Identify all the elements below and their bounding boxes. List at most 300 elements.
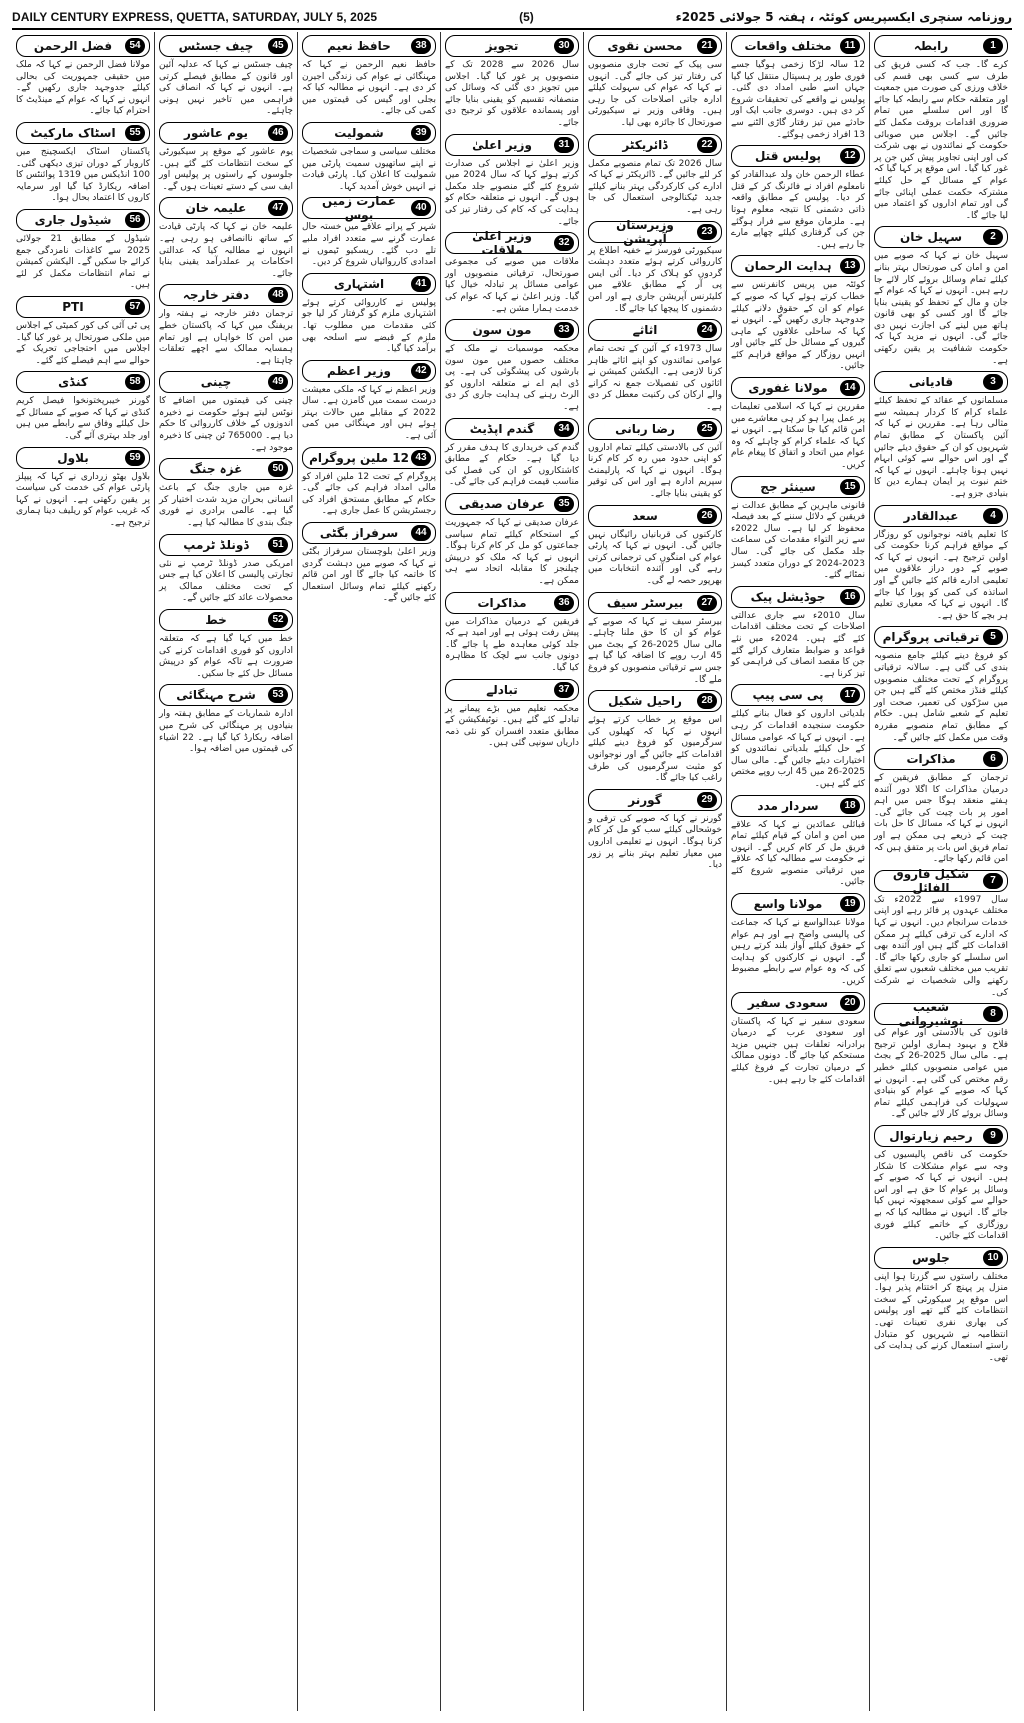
article-headline: شیڈول جاری [34, 212, 112, 227]
article-headline: خط [205, 613, 227, 627]
article [731, 586, 865, 681]
article [445, 229, 579, 315]
article [874, 626, 1008, 744]
article-header [588, 505, 722, 527]
article [731, 476, 865, 582]
article [302, 194, 436, 268]
article-headline: اشتہاری [333, 276, 385, 291]
article-header [445, 679, 579, 701]
article-body: ترجمان کے مطابق فریقین کے درمیان مذاکرات کا اگلا دور آئندہ ہفتے منعقد ہوگا جس میں اہم امور پر بات چیت کی جائے گی۔ انہوں نے کہا کہ مسائل کا حل بات چیت کے ذریعے ہی ممکن ہے اور تمام فریق اس بات پر متفق ہیں کہ امن قائم رکھا جائے۔ [874, 773, 1008, 865]
article-header [588, 217, 722, 246]
article-number-badge: 10 [983, 1250, 1003, 1266]
article-number-badge: 56 [125, 212, 145, 228]
article-headline: ترقیاتی پروگرام [882, 630, 980, 645]
article [16, 371, 150, 442]
article-body: بلاول بھٹو زرداری نے کہا کہ پیپلز پارٹی عوام کی خدمت کی سیاست پر یقین رکھتی ہے۔ انہوں نے کہا کہ غریب عوام کو ریلیف دینا ہماری ترجیح ہے۔ [16, 471, 150, 529]
article-headline: راحیل شکیل [608, 694, 682, 709]
article-body: عرفان صدیقی نے کہا کہ جمہوریت کے استحکام کیلئے تمام سیاسی جماعتوں کو مل کر کام کرنا ہوگا۔ انہوں نے کہا کہ ملک کو درپیش چیلنجز کا مقابلہ اتحاد سے ہی ممکن ہے۔ [445, 518, 579, 586]
article-headline: کنڈی [58, 375, 88, 390]
article-number-badge: 13 [840, 258, 860, 274]
article-number-badge: 53 [268, 687, 288, 703]
article-headline: عبدالقادر [903, 508, 959, 523]
article-headline: وزیرستان آپریشن [616, 217, 674, 246]
article [445, 679, 579, 750]
article-headline: مذاکرات [477, 595, 527, 610]
article-body: قبائلی عمائدین نے کہا کہ علاقے میں امن و امان کے قیام کیلئے تمام فریق مل کر کام کریں گے۔ انہوں نے حکومت سے مطالبہ کیا کہ علاقے میں ترقیاتی منصوبے شروع کئے جائیں۔ [731, 819, 865, 888]
article-number-badge: 5 [983, 629, 1003, 645]
article-number-badge: 17 [840, 687, 860, 703]
article-number-badge: 23 [697, 224, 717, 240]
article-header [874, 1000, 1008, 1029]
article-headline: وزیر اعلیٰ [472, 137, 532, 152]
article-body: ترجمان دفتر خارجہ نے ہفتہ وار بریفنگ میں کہا کہ پاکستان خطے میں امن کا خواہاں ہے اور تمام ہمسایہ ممالک سے اچھے تعلقات چاہتا ہے۔ [159, 309, 293, 366]
article-columns [12, 32, 1012, 1711]
article [874, 1125, 1008, 1243]
article-headline: وزیر اعظم [327, 363, 391, 378]
column-1 [869, 32, 1012, 1711]
article [159, 284, 293, 367]
article-headline: رضا ربانی [615, 421, 675, 436]
article-headline: غزہ جنگ [189, 462, 243, 477]
article-body: فریقین کے درمیان مذاکرات میں پیش رفت ہوئی ہے اور امید ہے کہ جلد کوئی معاہدہ طے پا جائے گا۔ دونوں جانب سے لچک کا مظاہرہ کیا گیا۔ [445, 616, 579, 673]
article [731, 684, 865, 790]
article-body: سال 2026 تک تمام منصوبے مکمل کر لئے جائیں گے۔ ڈائریکٹر نے کہا کہ ادارے کی کارکردگی بہتر بنانے کیلئے جدید ٹیکنالوجی استعمال کی جا رہی ہے۔ [588, 158, 723, 215]
article-body: آئین کی بالادستی کیلئے تمام اداروں کو اپنی حدود میں رہ کر کام کرنا ہوگا۔ انہوں نے کہا کہ پارلیمنٹ سپریم ادارہ ہے اور اس کی توقیر کو یقینی بنایا جائے۔ [588, 442, 722, 500]
article-header [731, 35, 865, 57]
article-header [159, 534, 293, 556]
article-header [588, 789, 722, 811]
article-header [731, 145, 865, 167]
article-header [731, 893, 865, 915]
article-body: 12 سالہ لڑکا زخمی ہوگیا جسے فوری طور پر ہسپتال منتقل کیا گیا جہاں اسے طبی امداد دی گئی۔ پولیس نے واقعے کی تحقیقات شروع کر دی ہیں۔ دوسری جانب ایک اور حادثے میں تیز رفتار گاڑی الٹنے سے 13 افراد زخمی ہوگئے۔ [731, 60, 865, 140]
article [588, 505, 722, 588]
article-headline: چیف جسٹس [178, 39, 254, 53]
article [445, 592, 579, 675]
article-body: گندم کی خریداری کا ہدف مقرر کر دیا گیا ہے۔ حکام کے مطابق کاشتکاروں کو ان کی فصل کی مناسب قیمت فراہم کی جائے گی۔ [445, 442, 579, 488]
article-header [588, 35, 722, 57]
article [445, 418, 579, 489]
article-headline: تبادلے [486, 682, 518, 697]
article [445, 319, 579, 414]
article-header [302, 35, 436, 57]
article [445, 35, 579, 130]
article-headline: PTI [62, 299, 84, 314]
article-number-badge: 22 [697, 137, 717, 153]
article-body: خط میں کہا گیا ہے کہ متعلقہ اداروں کو فوری اقدامات کرنے کی ضرورت ہے تاکہ عوام کو درپیش مسائل حل کئے جا سکیں۔ [159, 634, 293, 679]
article-body: ملاقات میں صوبے کی مجموعی صورتحال، ترقیاتی منصوبوں اور عوامی مسائل پر تبادلہ خیال کیا گیا۔ وزیر اعلیٰ نے کہا کہ عوام کی خدمت ہمارا مشن ہے۔ [445, 257, 579, 314]
article [588, 134, 722, 217]
article-body: سی پیک کے تحت جاری منصوبوں کی رفتار تیز کی جائے گی۔ انہوں نے کہا کہ عوام کی سہولت کیلئے ادارہ جاتی اصلاحات کی جا رہی ہیں۔ وفاقی وزیر نے سیکیورٹی صورتحال کا جائزہ بھی لیا۔ [588, 60, 722, 128]
article [302, 35, 436, 118]
article-number-badge: 12 [840, 148, 860, 164]
article-body: سہیل خان نے کہا کہ صوبے میں امن و امان کی صورتحال بہتر بنانے کیلئے تمام وسائل بروئے کار لائے جا رہے ہیں۔ انہوں نے کہا کہ عوام کے جان و مال کے تحفظ کو یقینی بنایا جائے گا اور کسی کو بھی قانون ہاتھ میں لینے کی اجازت نہیں دی جائے گی۔ انہوں نے مزید کہا کہ حکومت شفافیت پر یقین رکھتی ہے۔ [874, 251, 1008, 366]
article-headline: ڈائریکٹر [622, 137, 668, 152]
article-headline: پولیس قتل [754, 149, 822, 164]
article-header [874, 505, 1008, 527]
article-headline: حافظ نعیم [327, 39, 391, 53]
article [302, 273, 436, 356]
article-number-badge: 24 [697, 322, 717, 338]
article [302, 122, 436, 193]
article [159, 122, 293, 193]
article-header [16, 296, 150, 318]
article-body: پولیس نے کارروائی کرتے ہوئے اشتہاری ملزم کو گرفتار کر لیا جو کئی مقدمات میں مطلوب تھا۔ ملزم کے قبضے سے اسلحہ بھی برآمد کیا گیا۔ [302, 297, 436, 355]
article-header [16, 122, 150, 144]
article-number-badge: 20 [840, 995, 860, 1011]
article-header [302, 122, 436, 144]
article-body: مقررین نے کہا کہ اسلامی تعلیمات پر عمل پیرا ہو کر ہی معاشرے میں امن قائم کیا جا سکتا ہے۔ انہوں نے کہا کہ علماء کرام کو چاہئے کہ وہ عوام میں اتحاد و اتفاق کا پیغام عام کریں۔ [731, 402, 865, 471]
article-headline: مذاکرات [906, 752, 956, 767]
article-body: سال 1973ء کے آئین کے تحت تمام عوامی نمائندوں کو اپنے اثاثے ظاہر کرنا لازمی ہے۔ الیکشن کمیشن نے اثاثوں کی تفصیلات جمع نہ کرانے والے ارکان کی رکنیت معطل کر دی ہے۔ [588, 344, 722, 413]
article-body: چیف جسٹس نے کہا کہ عدلیہ آئین اور قانون کے مطابق فیصلے کرتی ہے۔ انہوں نے کہا کہ انصاف کی فراہمی میں تاخیر نہیں ہونی چاہئے۔ [159, 60, 293, 117]
article-number-badge: 49 [268, 374, 288, 390]
article-body: مسلمانوں کے عقائد کے تحفظ کیلئے علماء کرام کا کردار ہمیشہ سے مثالی رہا ہے۔ مقررین نے کہا کہ آئین پاکستان کے مطابق تمام شہریوں کو ان کے حقوق دیئے جائیں گے اور اس حوالے سے کوئی ابہام نہیں ہونا چاہئے۔ انہوں نے کہا کہ ختم نبوت پر ایمان ہمارے دین کا بنیادی جزو ہے۔ [874, 396, 1008, 499]
article-number-badge: 47 [268, 200, 288, 216]
article [588, 217, 722, 316]
article-body: محکمہ تعلیم میں بڑے پیمانے پر تبادلے کئے گئے ہیں۔ نوٹیفکیشن کے مطابق متعدد افسران کو نئی ذمہ داریاں سونپی گئی ہیں۔ [445, 703, 579, 749]
article [159, 458, 293, 529]
article-number-badge: 54 [125, 38, 145, 54]
article-number-badge: 1 [983, 38, 1003, 54]
article-number-badge: 19 [840, 896, 860, 912]
article-body: حکومت کی ناقص پالیسیوں کی وجہ سے عوام مشکلات کا شکار ہیں۔ انہوں نے کہا کہ صوبے کے وسائل پر عوام کا حق ہے اور اس حوالے سے کوئی سمجھوتہ نہیں کیا جائے گا۔ انہوں نے مطالبہ کیا کہ بے روزگاری کے خاتمے کیلئے فوری اقدامات کئے جائیں۔ [874, 1149, 1008, 1242]
masthead-urdu-date: روزنامہ سنچری ایکسپریس کوئٹہ ، ہفتہ 5 جولائی 2025ء [675, 10, 1012, 24]
article-header [874, 1125, 1008, 1147]
article-number-badge: 43 [411, 450, 431, 466]
page-number: (5) [519, 10, 534, 24]
article-body: سعودی سفیر نے کہا کہ پاکستان اور سعودی عرب کے درمیان برادرانہ تعلقات ہیں جنہیں مزید مستحکم کیا جائے گا۔ دونوں ممالک کے درمیان تجارت کے فروغ کیلئے اقدامات کئے جا رہے ہیں۔ [731, 1016, 865, 1085]
article-headline: گندم اپڈیٹ [469, 421, 535, 436]
article-header [731, 795, 865, 817]
article-number-badge: 6 [983, 751, 1003, 767]
article-body: گورنر نے کہا کہ صوبے کی ترقی و خوشحالی کیلئے سب کو مل کر کام کرنا ہوگا۔ انہوں نے تعلیمی اداروں میں معیار تعلیم بہتر بنانے پر زور دیا۔ [588, 813, 722, 871]
article-headline: علیمہ خان [185, 201, 247, 216]
article-body: کوئٹہ میں پریس کانفرنس سے خطاب کرتے ہوئے کہا کہ صوبے کے عوام کو ان کے حقوق دلانے کیلئے جدوجہد جاری رکھیں گے۔ انہوں نے کہا کہ ساحلی علاقوں کے ماہی گیروں کے مسائل حل کئے جائیں اور انہیں روزگار کے مواقع فراہم کئے جائیں۔ [731, 280, 865, 372]
article-body: کو فروغ دینے کیلئے جامع منصوبہ بندی کی گئی ہے۔ سالانہ ترقیاتی پروگرام کے تحت مختلف منصوبوں کیلئے فنڈز مختص کئے گئے ہیں جن میں سڑکوں کی تعمیر، صحت اور تعلیم کے شعبے شامل ہیں۔ حکام کے مطابق تمام منصوبے مقررہ وقت میں مکمل کئے جائیں گے۔ [874, 651, 1008, 743]
article [874, 371, 1008, 500]
article-headline: عرفان صدیقی [458, 497, 546, 512]
article-number-badge: 37 [554, 682, 574, 698]
article-header [445, 319, 579, 341]
article-number-badge: 39 [411, 125, 431, 141]
article-header [588, 592, 722, 614]
article-body: چینی کی قیمتوں میں اضافے کا نوٹس لیتے ہوئے حکومت نے ذخیرہ اندوزوں کے خلاف کارروائی کا حکم دیا ہے۔ 765000 ٹن چینی کا ذخیرہ موجود ہے۔ [158, 396, 293, 453]
article [588, 35, 722, 130]
article-headline: سرفراز بگٹی [319, 526, 399, 541]
masthead-english-date: DAILY CENTURY EXPRESS, QUETTA, SATURDAY, JULY 5, 2025 [12, 10, 378, 24]
article-header [874, 626, 1008, 648]
article [874, 35, 1008, 222]
article-headline: مون سون [472, 323, 532, 338]
article-header [159, 197, 293, 219]
article [874, 505, 1008, 623]
article-headline: مختلف واقعات [744, 39, 832, 53]
article [302, 360, 436, 443]
article-body: عطاء الرحمن خان ولد عبدالقادر کو نامعلوم افراد نے فائرنگ کر کے قتل کر دیا۔ پولیس کے مطابق واقعہ ذاتی دشمنی کا نتیجہ معلوم ہوتا ہے۔ ملزمان موقع سے فرار ہوگئے جن کی گرفتاری کیلئے چھاپے مارے جا رہے ہیں۔ [731, 170, 865, 250]
article-headline: بیرسٹر سیف [606, 595, 684, 610]
article-body: مولانا فضل الرحمن نے کہا کہ ملک میں حقیقی جمہوریت کی بحالی کیلئے جدوجہد جاری رکھیں گے۔ انہوں نے کہا کہ عوام کے مینڈیٹ کا احترام کیا جائے۔ [16, 60, 150, 117]
article-headline: شکیل فاروق الفائل [892, 866, 970, 895]
article-body: علیمہ خان نے کہا کہ پارٹی قیادت کے ساتھ ناانصافی ہو رہی ہے۔ انہوں نے مطالبہ کیا کہ عدالتی احکامات پر عملدرآمد یقینی بنایا جائے۔ [159, 222, 293, 279]
article-number-badge: 34 [554, 421, 574, 437]
article-header [731, 586, 865, 608]
article-headline: گورنر [628, 792, 662, 807]
article [588, 319, 722, 414]
article [16, 296, 150, 367]
article [874, 1247, 1008, 1365]
article [445, 134, 579, 229]
article-body: سال 1997ء سے 2022ء تک مختلف عہدوں پر فائز رہے اور اپنی خدمات سرانجام دیں۔ انہوں نے کہا کہ ادارے کی ترقی کیلئے ہر ممکن اقدامات کئے گئے ہیں اور آئندہ بھی اس سلسلے کو جاری رکھا جائے گا۔ تقریب میں مختلف شعبوں سے تعلق رکھنے والی شخصیات نے شرکت کی۔ [874, 894, 1008, 998]
article-headline: رابطہ [913, 39, 949, 53]
article [159, 371, 293, 454]
column-5 [297, 32, 440, 1711]
article-number-badge: 38 [411, 38, 431, 54]
article-body: بلدیاتی اداروں کو فعال بنانے کیلئے حکومت سنجیدہ اقدامات کر رہی ہے۔ انہوں نے کہا کہ عوامی مسائل کے حل کیلئے بلدیاتی نمائندوں کو اختیارات دیئے جائیں گے۔ مالی سال 2025-26 میں 45 ارب روپے مختص کئے گئے ہیں۔ [731, 709, 865, 789]
article [302, 447, 436, 518]
article-header [731, 476, 865, 498]
article-headline: عمارت زمیں بوس [322, 194, 396, 223]
article-headline: شعیب نوشیروانی [898, 1000, 964, 1029]
article-header [16, 371, 150, 393]
article-header [445, 493, 579, 515]
article-number-badge: 26 [697, 508, 717, 524]
article [16, 35, 150, 118]
article-header [16, 447, 150, 469]
article-number-badge: 35 [554, 496, 574, 512]
article-headline: ڈونلڈ ٹرمپ [183, 537, 249, 552]
article-number-badge: 27 [697, 595, 717, 611]
article [16, 447, 150, 530]
article [731, 893, 865, 988]
article-number-badge: 15 [840, 479, 860, 495]
article-body: شیڈول کے مطابق 21 جولائی 2025 سے کاغذات نامزدگی جمع کرائے جا سکیں گے۔ الیکشن کمیشن نے تمام انتظامات مکمل کر لئے ہیں۔ [16, 233, 150, 291]
column-2 [726, 32, 869, 1711]
article-number-badge: 7 [983, 873, 1003, 889]
article-body: قانون کی بالادستی اور عوام کی فلاح و بہبود ہماری اولین ترجیح ہے۔ مالی سال 2025-26 کے بجٹ میں عوامی منصوبوں کیلئے خطیر رقم مختص کی گئی ہے۔ انہوں نے کہا کہ صوبے کے عوام کو بنیادی سہولیات کی فراہمی کیلئے تمام وسائل بروئے کار لائے جائیں گے۔ [874, 1028, 1008, 1120]
article-headline: مولانا غفوری [748, 381, 828, 396]
article [16, 209, 150, 292]
article-number-badge: 25 [697, 421, 717, 437]
article-headline: سردار مدد [757, 798, 819, 813]
article-header [159, 684, 293, 706]
article-headline: وزیر اعلیٰ ملاقات [472, 229, 532, 258]
article-body: مختلف سیاسی و سماجی شخصیات نے اپنے ساتھیوں سمیت پارٹی میں شمولیت کا اعلان کیا۔ پارٹی قیادت نے انہیں خوش آمدید کہا۔ [302, 146, 436, 192]
article-header [159, 284, 293, 306]
masthead [12, 6, 1012, 30]
article [159, 534, 293, 605]
article-body: سیکیورٹی فورسز نے خفیہ اطلاع پر کارروائی کرتے ہوئے متعدد دہشت گردوں کو ہلاک کر دیا۔ آئی ایس پی آر کے مطابق علاقے میں کلیئرنس آپریشن جاری ہے اور امن دشمنوں کا پیچھا کیا جائے گا۔ [588, 245, 722, 314]
article [588, 690, 722, 785]
article-headline: اثاثے [632, 323, 658, 338]
article-number-badge: 9 [983, 1128, 1003, 1144]
article [731, 145, 865, 251]
article-number-badge: 45 [268, 38, 288, 54]
article [588, 592, 722, 687]
article-number-badge: 46 [268, 125, 288, 141]
article-body: کارکنوں کی قربانیاں رائیگاں نہیں جائیں گی۔ انہوں نے کہا کہ پارٹی عوام کی امنگوں کی ترجمانی کرتی رہے گی اور آئندہ انتخابات میں بھرپور حصہ لے گی۔ [588, 529, 722, 586]
article-headline: سعودی سفیر [747, 995, 829, 1010]
article-body: حافظ نعیم الرحمن نے کہا کہ مہنگائی نے عوام کی زندگی اجیرن کر دی ہے۔ انہوں نے مطالبہ کیا کہ بجلی اور گیس کی قیمتوں میں کمی کی جائے۔ [302, 60, 436, 117]
article-body: کرے گا۔ جب کہ کسی فریق کی طرف سے کسی بھی قسم کی خلاف ورزی کی صورت میں جمعیت اور متعلقہ حکام سے رابطہ کیا جائے گا اور اس سلسلے میں تمام ضروری اقدامات بروقت مکمل کئے جائیں گے۔ اجلاس میں صوبائی حکومت کے نمائندوں نے بھی شرکت کی اور اپنی تجاویز پیش کیں جن پر غور کیا گیا۔ اس موقع پر کہا گیا کہ عوام کے مسائل کے حل کیلئے مشترکہ حکمت عملی اپنائی جائے گی اور تمام اداروں کو اعتماد میں لیا جائے گا۔ [874, 60, 1008, 221]
article [159, 609, 293, 680]
article-headline: شمولیت [334, 125, 384, 140]
article-number-badge: 33 [554, 322, 574, 338]
column-6 [154, 32, 297, 1711]
article-headline: جلوس [912, 1250, 950, 1265]
article-body: سال 2026 سے 2028 تک کے منصوبوں پر غور کیا گیا۔ اجلاس میں تجویز دی گئی کہ وسائل کی منصفانہ تقسیم کو یقینی بنایا جائے اور پسماندہ علاقوں کو ترجیح دی جائے۔ [445, 60, 579, 128]
article [874, 1000, 1008, 1121]
article-number-badge: 21 [697, 38, 717, 54]
article-header [302, 522, 436, 544]
article-headline: سہیل خان [899, 230, 962, 245]
article-headline: ہدایت الرحمان [744, 259, 832, 274]
article-number-badge: 14 [840, 380, 860, 396]
article-body: ادارہ شماریات کے مطابق ہفتہ وار بنیادوں پر مہنگائی کی شرح میں اضافہ ریکارڈ کیا گیا ہے۔ 22 اشیاء کی قیمتوں میں اضافہ ہوا۔ [159, 709, 293, 755]
article-header [874, 371, 1008, 393]
article-number-badge: 11 [840, 38, 860, 54]
article-headline: 12 ملین پروگرام [309, 450, 409, 465]
article-headline: جوڈیشل پیک [750, 589, 826, 604]
article-number-badge: 2 [983, 229, 1003, 245]
article-number-badge: 3 [983, 374, 1003, 390]
article-body: امریکی صدر ڈونلڈ ٹرمپ نے نئی تجارتی پالیسی کا اعلان کیا ہے جس کے تحت مختلف ممالک پر محصولات عائد کئے جائیں گے۔ [159, 558, 293, 604]
article [874, 866, 1008, 999]
article [731, 795, 865, 890]
column-4 [440, 32, 583, 1711]
article-body: پروگرام کے تحت 12 ملین افراد کو مالی امداد فراہم کی جائے گی۔ حکام کے مطابق مستحق افراد کی رجسٹریشن کا عمل جاری ہے۔ [302, 471, 436, 517]
article-header [302, 194, 436, 223]
article [874, 226, 1008, 367]
article [874, 748, 1008, 866]
article-number-badge: 50 [268, 461, 288, 477]
article-number-badge: 52 [268, 612, 288, 628]
article-headline: فضل الرحمن [33, 39, 113, 53]
article-header [731, 255, 865, 277]
article [588, 789, 722, 872]
article-number-badge: 42 [411, 363, 431, 379]
article-body: محکمہ موسمیات نے ملک کے مختلف حصوں میں مون سون بارشوں کی پیشگوئی کی ہے۔ پی ڈی ایم اے نے متعلقہ اداروں کو الرٹ رہنے کی ہدایت جاری کر دی ہے۔ [445, 344, 579, 413]
article-headline: اسٹاک مارکیٹ [30, 125, 116, 140]
article-header [588, 134, 722, 156]
article-headline: یوم عاشور [184, 125, 248, 140]
article-header [874, 35, 1008, 57]
article-header [302, 273, 436, 295]
article-headline: محسن نقوی [607, 39, 683, 53]
article-body: کا تعلیم یافتہ نوجوانوں کو روزگار کے مواقع فراہم کرنا حکومت کی اولین ترجیح ہے۔ انہوں نے کہا کہ صوبے کے دور دراز علاقوں میں تعلیمی ادارے قائم کئے جائیں گے اور اساتذہ کی کمی کو پورا کیا جائے گا۔ انہوں نے کہا کہ معیاری تعلیم ہر بچے کا حق ہے۔ [874, 529, 1008, 621]
article-headline: بلاول [57, 450, 89, 465]
article-number-badge: 48 [268, 287, 288, 303]
article-header [874, 226, 1008, 248]
article-number-badge: 30 [554, 38, 574, 54]
article-number-badge: 58 [125, 374, 145, 390]
article-body: اس موقع پر خطاب کرتے ہوئے انہوں نے کہا کہ کھیلوں کی سرگرمیوں کو فروغ دینے کیلئے اقدامات کئے جائیں گے اور نوجوانوں کو مثبت سرگرمیوں کی طرف راغب کیا جائے گا۔ [588, 715, 722, 784]
article-headline: دفتر خارجہ [182, 288, 250, 303]
article-number-badge: 16 [840, 589, 860, 605]
article-header [874, 866, 1008, 895]
article-header [302, 360, 436, 382]
article [731, 992, 865, 1087]
article-headline: تجویز [485, 39, 519, 53]
article-body: یوم عاشور کے موقع پر سیکیورٹی کے سخت انتظامات کئے گئے ہیں۔ جلوسوں کے راستوں پر پولیس اور ایف سی کے دستے تعینات ہوں گے۔ [159, 146, 293, 192]
article-number-badge: 28 [697, 693, 717, 709]
article-header [731, 992, 865, 1014]
article-headline: شرح مہنگائی [176, 688, 256, 703]
article-number-badge: 36 [554, 595, 574, 611]
article-body: وزیر اعظم نے کہا کہ ملکی معیشت درست سمت میں گامزن ہے۔ سال 2022 کے مقابلے میں حالات بہتر ہوئے ہیں اور مہنگائی میں کمی آئی ہے۔ [302, 384, 436, 442]
article-number-badge: 29 [697, 792, 717, 808]
article [445, 493, 579, 588]
article-number-badge: 55 [125, 125, 145, 141]
article-headline: مولانا واسع [753, 897, 823, 912]
article-header [16, 209, 150, 231]
article-headline: رحیم زیارتوال [889, 1128, 973, 1143]
article-body: بیرسٹر سیف نے کہا کہ صوبے کے عوام کو ان کا حق ملنا چاہئے۔ مالی سال 2025-26 کے بجٹ میں 45 ارب روپے کا اضافہ کیا گیا ہے جس سے ترقیاتی منصوبوں کو فروغ ملے گا۔ [588, 616, 722, 685]
article [159, 197, 293, 280]
article-header [445, 35, 579, 57]
article-body: وزیر اعلیٰ بلوچستان سرفراز بگٹی نے کہا کہ صوبے میں دہشت گردی کا خاتمہ کیا جائے گا اور امن قائم رکھنے کیلئے تمام وسائل استعمال کئے جائیں گے۔ [302, 547, 436, 604]
article-header [731, 684, 865, 706]
article-number-badge: 32 [554, 235, 574, 251]
article-header [159, 371, 293, 393]
article-header [16, 35, 150, 57]
article [302, 522, 436, 605]
article-header [159, 609, 293, 631]
article-header [445, 418, 579, 440]
article-header [731, 377, 865, 399]
article-header [159, 458, 293, 480]
article-headline: سینئر جج [760, 479, 816, 494]
article-header [445, 592, 579, 614]
article-number-badge: 59 [125, 450, 145, 466]
article-body: پی ٹی آئی کی کور کمیٹی کے اجلاس میں ملکی صورتحال پر غور کیا گیا۔ اجلاس میں احتجاجی تحریک کے حوالے سے اہم فیصلے کئے گئے۔ [15, 320, 150, 366]
article [731, 377, 865, 472]
article-number-badge: 44 [411, 525, 431, 541]
article-header [588, 690, 722, 712]
article-header [445, 229, 579, 258]
column-7 [12, 32, 154, 1711]
article-headline: سعد [632, 508, 658, 523]
article-header [445, 134, 579, 156]
article-body: وزیر اعلیٰ نے اجلاس کی صدارت کرتے ہوئے کہا کہ سال 2024 میں شروع کئے گئے منصوبے جلد مکمل ہوں گے۔ انہوں نے متعلقہ حکام کو ہدایت کی کہ کام کی رفتار تیز کی جائے۔ [445, 158, 580, 227]
article [731, 35, 865, 141]
article-number-badge: 40 [411, 200, 431, 216]
article-number-badge: 41 [411, 276, 431, 292]
article-number-badge: 8 [983, 1006, 1003, 1022]
article-header [302, 447, 436, 469]
article-number-badge: 18 [840, 798, 860, 814]
article-body: پاکستان اسٹاک ایکسچینج میں کاروبار کے دوران تیزی دیکھی گئی۔ 100 انڈیکس میں 1319 پوائنٹس کا اضافہ ریکارڈ کیا گیا اور سرمایہ کاروں کا اعتماد بحال ہوا۔ [16, 146, 150, 204]
article-number-badge: 51 [268, 537, 288, 553]
article-headline: قادیانی [908, 375, 954, 390]
article-header [159, 35, 293, 57]
article-header [159, 122, 293, 144]
article-headline: پی سی پیپ [752, 688, 824, 703]
article-body: گورنر خیبرپختونخوا فیصل کریم کنڈی نے کہا کہ صوبے کے مسائل کے حل کیلئے وفاق سے رابطے میں ہیں اور جلد بہتری آئے گی۔ [16, 396, 150, 442]
article-body: غزہ میں جاری جنگ کے باعث انسانی بحران مزید شدت اختیار کر گیا ہے۔ عالمی برادری نے فوری جنگ بندی کا مطالبہ کیا ہے۔ [159, 483, 293, 529]
article-body: سال 2010ء سے جاری عدالتی اصلاحات کے تحت مختلف اقدامات کئے گئے ہیں۔ 2024ء میں نئے قواعد و ضوابط متعارف کرائے گئے جن کا مقصد انصاف کی فراہمی کو تیز کرنا ہے۔ [731, 610, 865, 679]
article [16, 122, 150, 205]
article [731, 255, 865, 373]
article [588, 418, 722, 501]
article-body: قانونی ماہرین کے مطابق عدالت نے فریقین کے دلائل سننے کے بعد فیصلہ محفوظ کر لیا ہے۔ سال 2022ء سے زیر التواء مقدمات کی سماعت جلد مکمل کی جائے گی۔ سال 2023-2024 کے دوران متعدد کیسز نمٹائے گئے۔ [731, 500, 865, 581]
article [159, 35, 293, 118]
article-header [874, 748, 1008, 770]
article-headline: چینی [200, 375, 232, 390]
column-3 [583, 32, 726, 1711]
article-body: مولانا عبدالواسع نے کہا کہ جماعت کی پالیسی واضح ہے اور ہم عوام کے حقوق کیلئے آواز بلند کرتے رہیں گے۔ انہوں نے کارکنوں کو ہدایت کی کہ وہ عوام سے رابطے مضبوط کریں۔ [731, 918, 865, 987]
article-body: شہر کے پرانے علاقے میں خستہ حال عمارت گرنے سے متعدد افراد ملبے تلے دب گئے۔ ریسکیو ٹیموں نے امدادی کارروائیاں شروع کر دیں۔ [302, 222, 436, 268]
article-header [588, 418, 722, 440]
